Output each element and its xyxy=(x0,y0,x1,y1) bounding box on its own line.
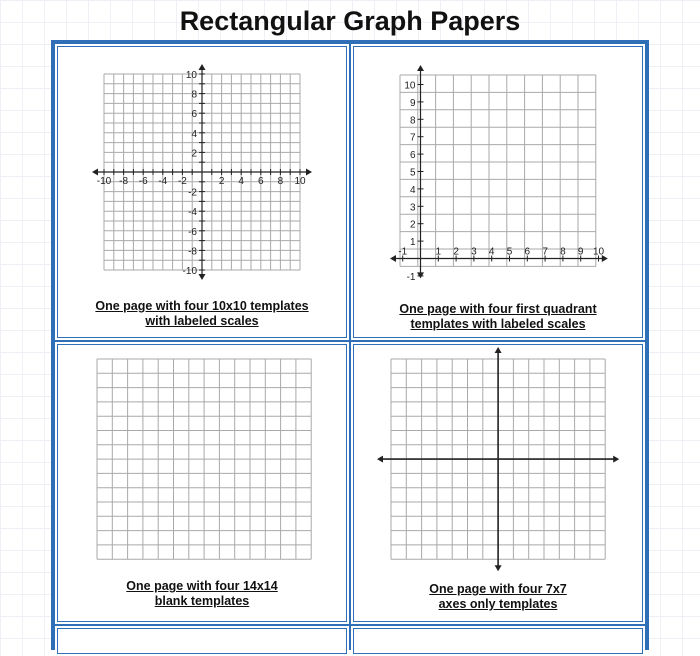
tick-label: -6 xyxy=(138,176,148,187)
tick-label: -4 xyxy=(188,207,197,219)
axis-arrow xyxy=(306,169,312,176)
axis-arrow xyxy=(417,65,424,71)
tick-label: 4 xyxy=(409,184,416,196)
caption-line-1: One page with four 7x7 xyxy=(429,582,567,596)
caption-line-2: templates with labeled scales xyxy=(410,317,586,331)
axis-arrow xyxy=(613,456,619,463)
caption-line-1: One page with four 14x14 xyxy=(126,579,278,593)
tick-label: 5 xyxy=(506,246,513,258)
template-card-next-row-left xyxy=(55,626,349,656)
tick-label: 4 xyxy=(191,128,197,140)
caption-line-2: with labeled scales xyxy=(145,314,259,328)
first-quadrant-graph-preview[interactable] xyxy=(353,46,647,306)
axis-arrow xyxy=(199,64,206,70)
tick-label: 1 xyxy=(435,246,442,258)
tick-label: 8 xyxy=(191,89,197,101)
template-card-7x7-axes[interactable] xyxy=(351,342,645,624)
caption-10x10-templates-link[interactable] xyxy=(57,299,347,329)
tick-label: 9 xyxy=(409,97,416,109)
tick-label: 7 xyxy=(542,246,548,258)
tick-label: -1 xyxy=(406,271,416,283)
tick-label: 7 xyxy=(409,132,416,144)
caption-7x7-axes-link[interactable] xyxy=(353,582,643,612)
axis-arrow xyxy=(377,456,383,463)
tick-label: 10 xyxy=(294,176,306,187)
tick-label: 5 xyxy=(409,167,416,179)
caption-line-1: One page with four 10x10 templates xyxy=(95,299,309,313)
tick-label: 6 xyxy=(258,176,264,187)
tick-label: 2 xyxy=(409,219,416,231)
tick-label: 4 xyxy=(488,246,495,258)
tick-label: 10 xyxy=(404,80,416,92)
tick-label: 1 xyxy=(409,237,416,249)
tick-label: 6 xyxy=(191,109,197,121)
axis-arrow xyxy=(92,169,98,176)
template-card-first-quadrant[interactable] xyxy=(351,44,645,340)
template-card-14x14-blank[interactable] xyxy=(55,342,349,624)
templates-panel xyxy=(51,40,649,650)
caption-14x14-blank-link[interactable] xyxy=(57,579,347,609)
tick-label: 2 xyxy=(218,176,225,187)
axes-only-graph-preview[interactable] xyxy=(353,344,647,584)
tick-label: -8 xyxy=(119,176,129,187)
blank-grid-preview[interactable] xyxy=(57,344,351,584)
tick-label: 4 xyxy=(238,176,244,187)
axis-arrow xyxy=(495,347,502,353)
tick-label: 6 xyxy=(524,246,531,258)
tick-label: 3 xyxy=(409,202,416,214)
axis-arrow xyxy=(495,565,502,571)
tick-label: -6 xyxy=(188,226,197,238)
template-card-10x10-labeled[interactable] xyxy=(55,44,349,340)
tick-label: 10 xyxy=(592,246,605,258)
axis-arrow xyxy=(390,255,396,262)
tick-label: -4 xyxy=(158,176,168,187)
tick-label: 10 xyxy=(185,70,197,81)
tick-label: -1 xyxy=(398,246,408,258)
tick-label: 6 xyxy=(409,150,416,162)
caption-line-2: axes only templates xyxy=(438,597,558,611)
tick-label: 3 xyxy=(471,246,477,258)
page-title: Rectangular Graph Papers xyxy=(179,6,521,36)
tick-label: 9 xyxy=(577,246,584,258)
axis-arrow xyxy=(199,274,206,280)
tick-label: -8 xyxy=(188,246,197,258)
tick-label: -10 xyxy=(182,266,197,277)
caption-line-1: One page with four first quadrant xyxy=(399,302,597,316)
tick-label: 8 xyxy=(560,246,566,258)
four-quadrant-graph-preview[interactable] xyxy=(57,46,351,306)
tick-label: 2 xyxy=(191,148,197,160)
caption-line-2: blank templates xyxy=(154,594,250,608)
tick-label: 8 xyxy=(277,176,284,187)
tick-label: -2 xyxy=(188,187,197,199)
tick-label: -2 xyxy=(177,176,187,187)
tick-label: 8 xyxy=(409,115,416,127)
template-card-next-row-right xyxy=(351,626,645,656)
tick-label: 2 xyxy=(453,246,459,258)
caption-first-quadrant-link[interactable] xyxy=(353,302,643,332)
tick-label: -10 xyxy=(96,176,112,187)
